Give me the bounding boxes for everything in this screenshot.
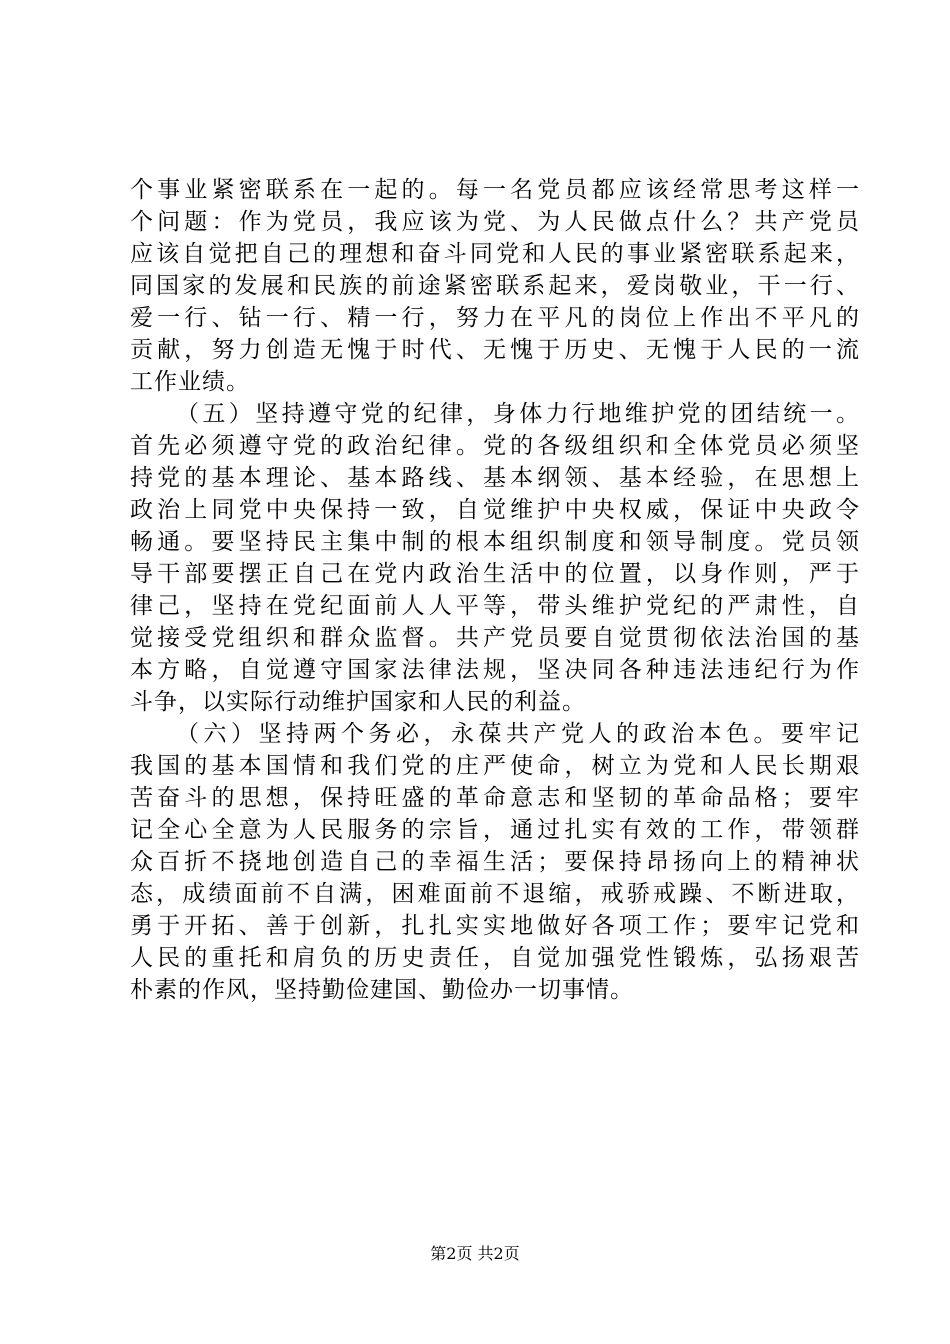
text-line: 同国家的发展和民族的前途紧密联系起来，爱岗敬业，干一行、: [130, 273, 860, 299]
body-text: [130, 174, 860, 1006]
text-line: 人民的重托和肩负的历史责任，自觉加强党性锻炼，弘扬艰苦: [130, 945, 860, 971]
text-line: 贡献，努力创造无愧于时代、无愧于历史、无愧于人民的一流: [130, 337, 860, 363]
text-line: 朴素的作风，坚持勤俭建国、勤俭办一切事情。: [130, 977, 634, 1003]
text-line: 个问题：作为党员，我应该为党、为人民做点什么？共产党员: [130, 209, 860, 235]
text-line: 我国的基本国情和我们党的庄严使命，树立为党和人民长期艰: [130, 753, 860, 779]
page-number: 第2页 共2页: [430, 1244, 520, 1263]
text-line: 律己，坚持在党纪面前人人平等，带头维护党纪的严肃性，自: [130, 593, 860, 619]
text-line: 爱一行、钻一行、精一行，努力在平凡的岗位上作出不平凡的: [130, 305, 860, 331]
text-line: 勇于开拓、善于创新，扎扎实实地做好各项工作；要牢记党和: [130, 913, 860, 939]
text-line: 持党的基本理论、基本路线、基本纲领、基本经验，在思想上: [130, 465, 860, 491]
text-line: 觉接受党组织和群众监督。共产党员要自觉贯彻依法治国的基: [130, 625, 860, 651]
text-line: 应该自觉把自己的理想和奋斗同党和人民的事业紧密联系起来，: [130, 241, 860, 267]
text-line: 导干部要摆正自己在党内政治生活中的位置，以身作则，严于: [130, 561, 860, 587]
paragraph-heading-6: （六）坚持两个务必，永葆共产党人的政治本色。要牢记: [176, 721, 860, 747]
paragraph-heading-5: （五）坚持遵守党的纪律，身体力行地维护党的团结统一。: [176, 401, 860, 427]
text-line: 众百折不挠地创造自己的幸福生活；要保持昂扬向上的精神状: [130, 849, 860, 875]
text-line: 政治上同党中央保持一致，自觉维护中央权威，保证中央政令: [130, 497, 860, 523]
page-footer: [0, 1244, 950, 1264]
text-line: 个事业紧密联系在一起的。每一名党员都应该经常思考这样一: [130, 177, 860, 203]
text-line: 态，成绩面前不自满，困难面前不退缩，戒骄戒躁、不断进取，: [130, 881, 860, 907]
text-line: 工作业绩。: [130, 369, 250, 395]
text-line: 苦奋斗的思想，保持旺盛的革命意志和坚韧的革命品格；要牢: [130, 785, 860, 811]
text-line: 本方略，自觉遵守国家法律法规，坚决同各种违法违纪行为作: [130, 657, 860, 683]
text-line: 首先必须遵守党的政治纪律。党的各级组织和全体党员必须坚: [130, 433, 860, 459]
text-line: 记全心全意为人民服务的宗旨，通过扎实有效的工作，带领群: [130, 817, 860, 843]
text-line: 斗争，以实际行动维护国家和人民的利益。: [130, 689, 586, 715]
text-line: 畅通。要坚持民主集中制的根本组织制度和领导制度。党员领: [130, 529, 860, 555]
